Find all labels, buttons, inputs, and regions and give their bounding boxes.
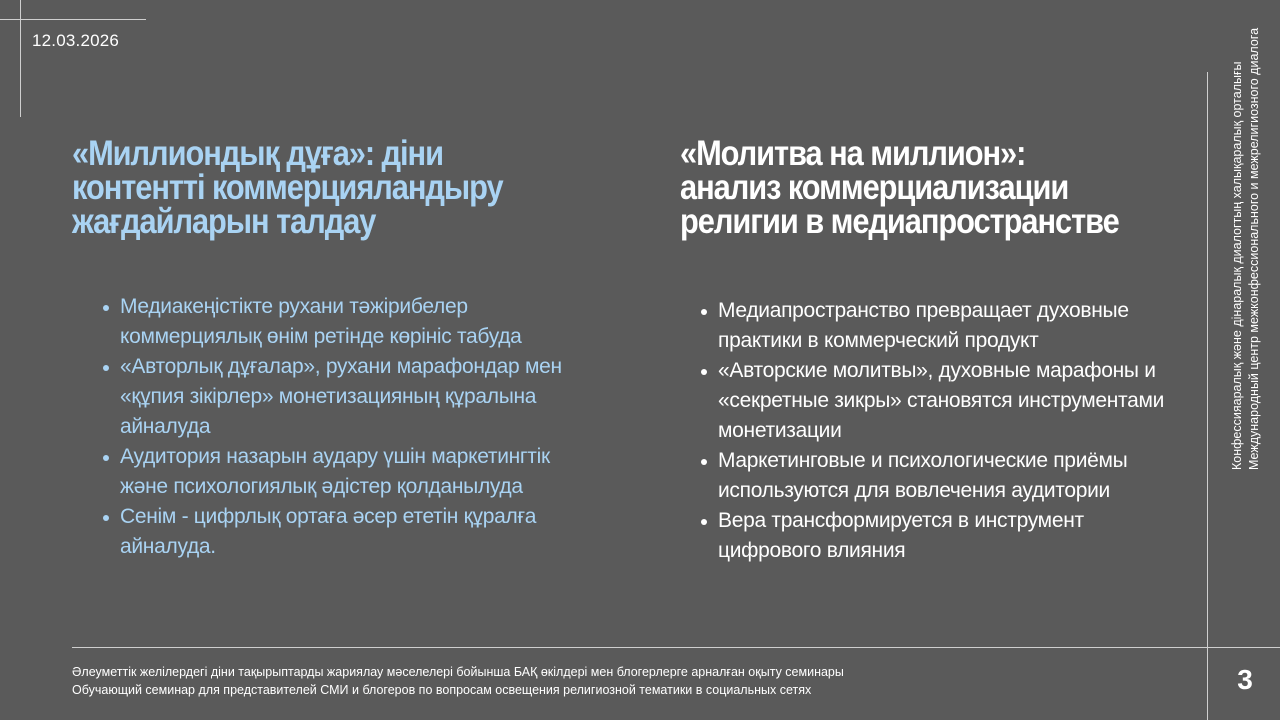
- side-rule-vertical: [1207, 72, 1208, 720]
- russian-bullet: Вера трансформируется в инструмент цифрового влияния: [698, 506, 1178, 566]
- kazakh-bullet: «Авторлық дұғалар», рухани марафондар мен «құпия зікірлер» монетизацияның құралына айналуда: [100, 352, 600, 442]
- russian-bullet: Маркетинговые и психологические приёмы используются для вовлечения аудитории: [698, 446, 1178, 506]
- page-number: 3: [1237, 664, 1253, 695]
- corner-rule-vertical: [20, 0, 21, 117]
- organization-name-kazakh: Конфессияаралық және дінаралық диалогтың халықаралық орталығы: [1230, 61, 1244, 470]
- corner-rule-horizontal: [0, 19, 146, 20]
- kazakh-title-line: «Миллиондық дұға»: діни: [72, 134, 443, 173]
- russian-bullet: Медиапространство превращает духовные практики в коммерческий продукт: [698, 296, 1178, 356]
- slide-date: 12.03.2026: [32, 31, 120, 50]
- footer: [72, 663, 844, 699]
- footer-rule: [72, 647, 1280, 648]
- kazakh-title: [72, 134, 565, 241]
- kazakh-bullet-list: [100, 292, 600, 562]
- russian-bullet-list: [698, 296, 1178, 566]
- footer-line-russian: Обучающий семинар для представителей СМИ и блогеров по вопросам освещения религиозной тематики в социальных сетях: [72, 683, 812, 697]
- kazakh-title-line: жағдайларын талдау: [72, 202, 376, 241]
- russian-bullet: «Авторские молитвы», духовные марафоны и «секретные зикры» становятся инструментами монетизации: [698, 356, 1178, 446]
- russian-title: [680, 134, 1173, 241]
- kazakh-bullet: Сенім - цифрлық ортаға әсер ететін құралға айналуда.: [100, 502, 600, 562]
- russian-title-line: анализ коммерциализации: [680, 168, 1069, 207]
- footer-line-kazakh: Әлеуметтік желілердегі діни тақырыптарды жариялау мәселелері бойынша БАҚ өкілдері мен блогерлерге арналған оқыту семинары: [72, 665, 844, 679]
- russian-title-line: религии в медиапространстве: [680, 202, 1119, 241]
- kazakh-bullet: Медиакеңістікте рухани тәжірибелер коммерциялық өнім ретінде көрініс табуда: [100, 292, 600, 352]
- organization-name-russian: Международный центр межконфессионального и межрелигиозного диалога: [1247, 27, 1261, 470]
- organization-caption: [1229, 27, 1263, 470]
- kazakh-bullet: Аудитория назарын аудару үшін маркетингтік және психологиялық әдістер қолданылуда: [100, 442, 600, 502]
- kazakh-title-line: контентті коммерцияландыру: [72, 168, 503, 207]
- russian-title-line: «Молитва на миллион»:: [680, 134, 1026, 173]
